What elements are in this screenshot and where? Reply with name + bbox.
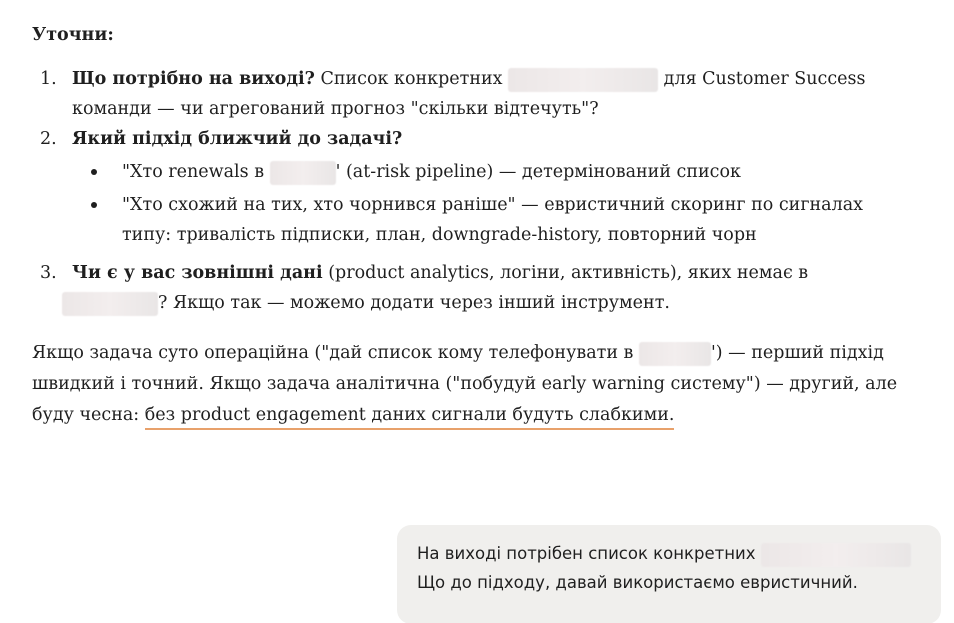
questions-list xyxy=(32,64,932,318)
question-text: ? Якщо так — можемо додати через інший інструмент. xyxy=(158,293,670,313)
sub-item-text: "Хто схожий на тих, хто чорнився раніше" — евристичний скоринг по сигналах xyxy=(122,195,864,215)
redacted-text xyxy=(508,68,658,92)
sub-list xyxy=(72,157,932,250)
question-2 xyxy=(32,124,932,250)
summary-text: Якщо задача суто операційна ("дай список кому телефонувати в xyxy=(32,343,639,363)
redacted-text xyxy=(761,543,911,567)
bullet-icon xyxy=(91,169,97,175)
question-number: 1. xyxy=(40,69,57,89)
redacted-text xyxy=(639,342,711,366)
question-3 xyxy=(32,258,932,318)
redacted-text xyxy=(62,292,158,316)
clarify-heading: Уточни: xyxy=(32,25,114,45)
question-text: Список конкретних xyxy=(314,69,509,89)
question-number: 2. xyxy=(40,129,57,149)
question-text: (product analytics, логіни, активність), яких немає в xyxy=(322,263,809,283)
question-text: команди — чи агрегований прогноз "скільки відтечуть"? xyxy=(72,99,599,119)
question-title: Який підхід ближчий до задачі? xyxy=(72,129,403,149)
user-message-bubble xyxy=(397,525,941,623)
sub-item-2 xyxy=(72,190,932,250)
question-text: для Customer Success xyxy=(658,69,866,89)
sub-item-1 xyxy=(72,157,932,187)
sub-item-text: ' (at-risk pipeline) — детермінований список xyxy=(335,162,741,182)
user-message-line xyxy=(417,539,919,568)
user-message-text: На виході потрібен список конкретних xyxy=(417,544,761,563)
bullet-icon xyxy=(91,202,97,208)
user-message-text: Що до підходу, давай використаємо евристичний. xyxy=(417,573,858,592)
highlighted-text: без product engagement даних сигнали будуть слабкими. xyxy=(145,405,675,430)
redacted-text xyxy=(270,161,336,185)
question-title: Чи є у вас зовнішні дані xyxy=(72,263,323,283)
summary-paragraph xyxy=(32,338,912,431)
user-message-line xyxy=(417,568,919,597)
summary-text: ') — перший підхід швидкий і точний. Якщо задача аналітична ("побудуй early warning систему") — другий, але буду чесна: xyxy=(32,343,898,425)
question-1 xyxy=(32,64,932,124)
assistant-message xyxy=(32,22,932,431)
question-number: 3. xyxy=(40,263,57,283)
sub-item-text: типу: тривалість підписки, план, downgrade-history, повторний чорн xyxy=(122,225,757,245)
sub-item-text: "Хто renewals в xyxy=(122,162,270,182)
question-title: Що потрібно на виході? xyxy=(72,69,315,89)
